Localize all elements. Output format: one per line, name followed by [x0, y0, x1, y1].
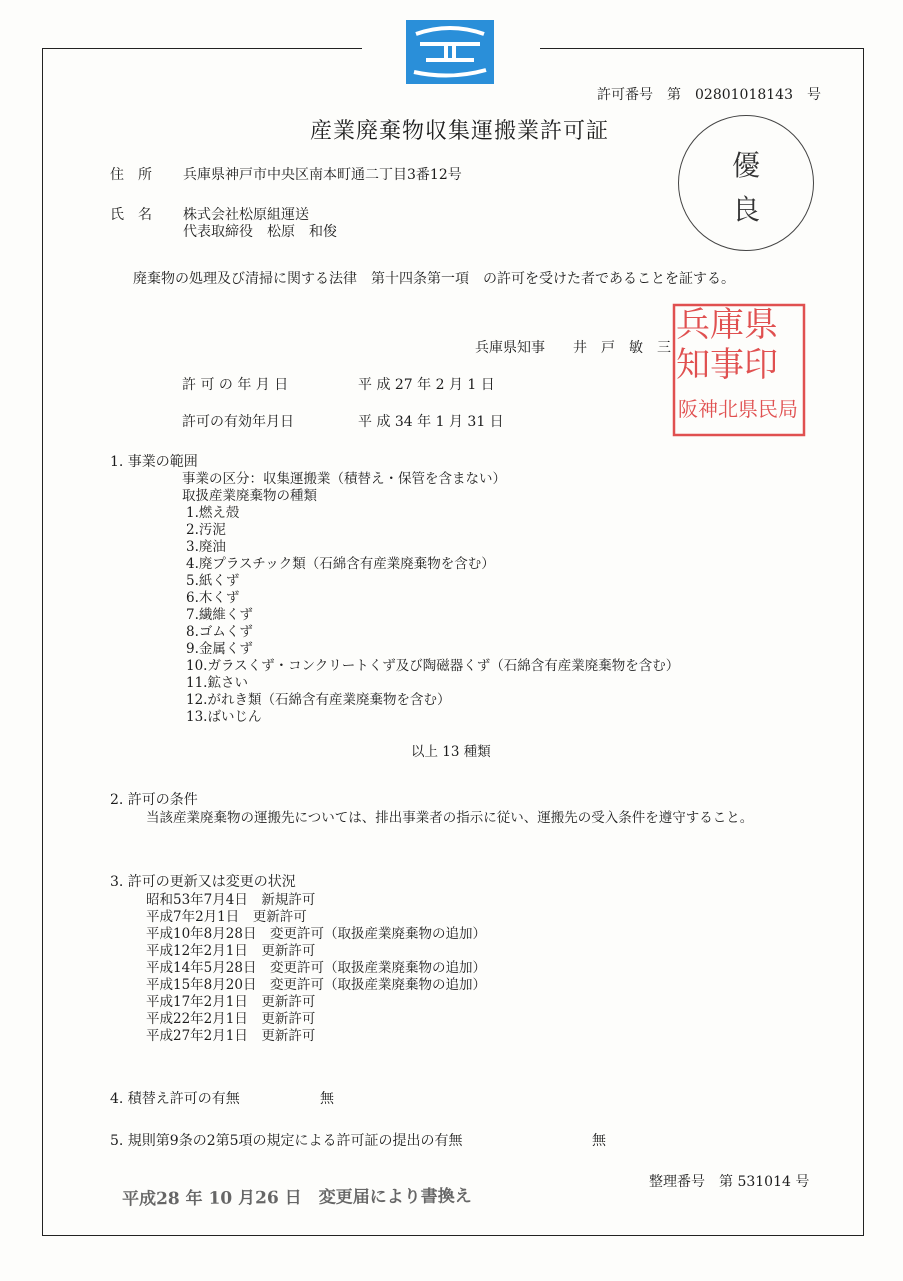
list-item: 10.ガラスくず・コンクリートくず及び陶磁器くず（石綿含有産業廃棄物を含む）	[186, 658, 680, 674]
permit-history-list	[146, 888, 486, 1044]
representative-name: 代表取締役 松原 和俊	[183, 224, 337, 240]
governor-red-seal: 兵庫県 知事印 阪神北県民局	[672, 303, 806, 437]
list-item: 昭和53年7月4日 新規許可	[146, 892, 316, 908]
rewrite-stamp: 平成28 年 10 月26 日 変更届により書換え	[121, 1186, 472, 1210]
permit-date-label: 許 可 の 年 月 日	[182, 377, 289, 393]
section4-heading: 4. 積替え許可の有無	[110, 1091, 240, 1107]
governor-name: 兵庫県知事 井 戸 敏 三	[475, 340, 671, 356]
section2-heading: 2. 許可の条件	[110, 792, 198, 808]
list-item: 13.ばいじん	[186, 709, 262, 725]
valid-date-label: 許可の有効年月日	[182, 414, 294, 430]
address-label: 住 所	[110, 167, 152, 183]
permit-number: 許可番号 第 02801018143 号	[597, 87, 821, 103]
list-item: 平成22年2月1日 更新許可	[146, 1011, 316, 1027]
document-title: 産業廃棄物収集運搬業許可証	[310, 119, 610, 144]
list-item: 平成15年8月20日 変更許可（取扱産業廃棄物の追加）	[146, 977, 486, 993]
list-item: 4.廃プラスチック類（石綿含有産業廃棄物を含む）	[186, 556, 495, 572]
address-value: 兵庫県神戸市中央区南本町通二丁目3番12号	[183, 167, 462, 183]
reference-number: 整理番号 第 531014 号	[649, 1174, 810, 1190]
list-item: 8.ゴムくず	[186, 624, 253, 640]
business-category: 事業の区分：収集運搬業（積替え・保管を含まない）	[182, 471, 506, 487]
list-item: 平成7年2月1日 更新許可	[146, 909, 307, 925]
company-name: 株式会社松原組運送	[183, 207, 309, 223]
list-item: 3.廃油	[186, 539, 226, 555]
waste-types-heading: 取扱産業廃棄物の種類	[182, 488, 317, 504]
list-item: 5.紙くず	[186, 573, 240, 589]
transshipment-permit-value: 無	[320, 1091, 334, 1107]
list-item: 11.鉱さい	[186, 675, 248, 691]
section3-heading: 3. 許可の更新又は変更の状況	[110, 874, 296, 890]
list-item: 平成17年2月1日 更新許可	[146, 994, 316, 1010]
waste-types-total: 以上 13 種類	[411, 744, 491, 760]
list-item: 2.汚泥	[186, 522, 226, 538]
certification-statement: 廃棄物の処理及び清掃に関する法律 第十四条第一項 の許可を受けた者であることを証する。	[133, 271, 735, 287]
list-item: 1.燃え殻	[186, 505, 240, 521]
permit-conditions: 当該産業廃棄物の運搬先については、排出事業者の指示に従い、運搬先の受入条件を遵守すること。	[146, 810, 754, 826]
list-item: 9.金属くず	[186, 641, 253, 657]
valid-date-value: 平 成 34 年 1 月 31 日	[358, 414, 504, 430]
section5-heading: 5. 規則第9条の2第5項の規定による許可証の提出の有無	[110, 1133, 463, 1149]
waste-type-list	[186, 501, 680, 725]
list-item: 平成12年2月1日 更新許可	[146, 943, 316, 959]
excellent-operator-seal: 優 良	[678, 115, 814, 251]
hyogo-prefecture-emblem-icon	[406, 20, 494, 84]
list-item: 平成14年5月28日 変更許可（取扱産業廃棄物の追加）	[146, 960, 486, 976]
list-item: 6.木くず	[186, 590, 240, 606]
section1-heading: 1. 事業の範囲	[110, 454, 198, 470]
list-item: 平成27年2月1日 更新許可	[146, 1028, 316, 1044]
name-label: 氏 名	[110, 207, 152, 223]
submission-value: 無	[592, 1133, 606, 1149]
permit-date-value: 平 成 27 年 2 月 1 日	[358, 377, 495, 393]
list-item: 平成10年8月28日 変更許可（取扱産業廃棄物の追加）	[146, 926, 486, 942]
list-item: 12.がれき類（石綿含有産業廃棄物を含む）	[186, 692, 451, 708]
list-item: 7.繊維くず	[186, 607, 253, 623]
